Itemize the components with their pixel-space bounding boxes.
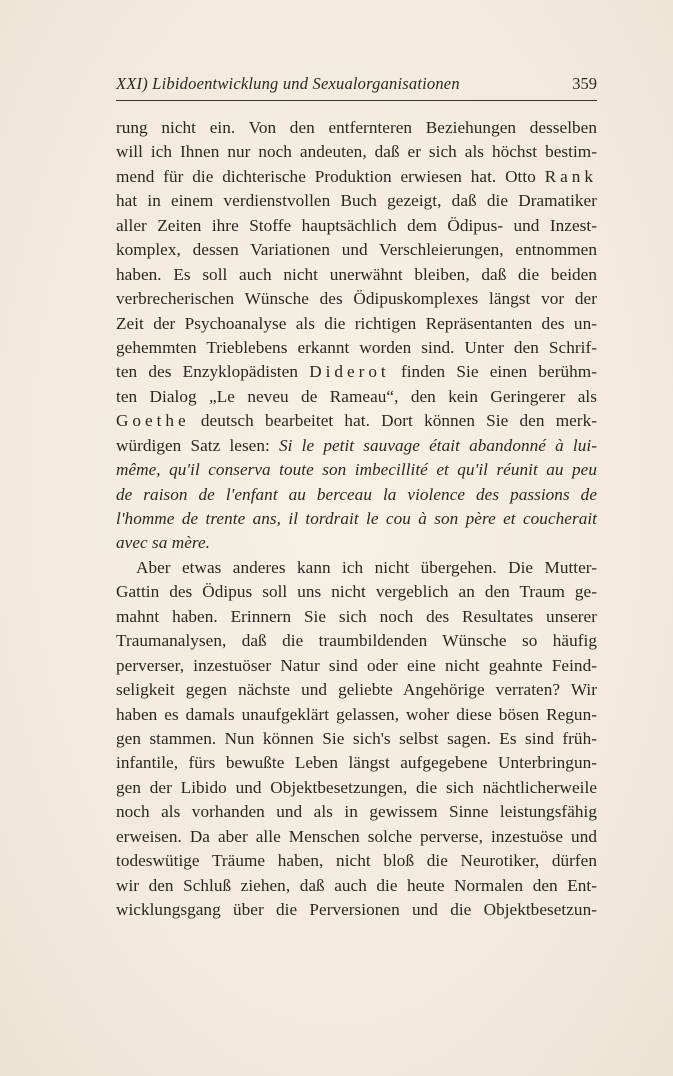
- page-header: [116, 72, 597, 98]
- quotation-line: avec sa mère.: [116, 533, 211, 553]
- text-line: wir den Schluß ziehen, daß auch die heute Normalen den Ent-: [116, 875, 597, 895]
- paragraph-start: Aber etwas anderes kann ich nicht übergehen. Die Mutter-: [136, 557, 597, 577]
- body-text: [116, 116, 597, 922]
- text-line: gen der Libido und Objektbesetzungen, die sich nächtlicherweile: [116, 777, 597, 797]
- text-line: haben es damals unaufgeklärt gelassen, woher diese bösen Regun-: [116, 704, 597, 724]
- quotation-start: Si le petit sauvage était abandonné à lui-: [279, 435, 597, 455]
- author-name-rank: Rank: [544, 166, 597, 186]
- text-line: würdigen Satz lesen: Si le petit sauvage était abandonné à lui-: [116, 435, 597, 455]
- text-line: infantile, fürs bewußte Leben längst aufgegebene Unterbringun-: [116, 753, 597, 773]
- text-line: seligkeit gegen nächste und geliebte Angehörige verraten? Wir: [116, 680, 597, 700]
- text-line: ten Dialog „Le neveu de Rameau“, den kein Geringerer als: [116, 386, 597, 406]
- text-line: rung nicht ein. Von den entfernteren Beziehungen desselben: [116, 118, 597, 137]
- text-line: perverser, inzestuöser Natur sind oder eine nicht geahnte Feind-: [116, 655, 597, 675]
- text-line: haben. Es soll auch nicht unerwähnt bleiben, daß die beiden: [116, 264, 597, 284]
- text-line: Goethe deutsch bearbeitet hat. Dort können Sie den merk-: [116, 411, 597, 431]
- text-line: will ich Ihnen nur noch andeuten, daß er sich als höchst bestim-: [116, 142, 597, 162]
- text-line: komplex, dessen Variationen und Verschleierungen, entnommen: [116, 240, 597, 260]
- text-line: todeswütige Träume haben, nicht bloß die Neurotiker, dürfen: [116, 851, 597, 871]
- text-line: gehemmten Trieblebens erkannt worden sind. Unter den Schrif-: [116, 337, 597, 357]
- text-line: Zeit der Psychoanalyse als die richtigen Repräsentanten des un-: [116, 313, 597, 333]
- text-line: erweisen. Da aber alle Menschen solche perverse, inzestuöse und: [116, 826, 597, 846]
- text-line: mahnt haben. Erinnern Sie sich noch des Resultates unserer: [116, 606, 597, 626]
- author-name-goethe: Goethe: [116, 411, 190, 431]
- text-line: Traumanalysen, daß die traumbildenden Wünsche so häufig: [116, 631, 597, 651]
- text-line: Gattin des Ödipus soll uns nicht vergeblich an den Traum ge-: [116, 582, 597, 602]
- text-line: aller Zeiten ihre Stoffe hauptsächlich dem Ödipus- und Inzest-: [116, 215, 597, 235]
- quotation-line: l'homme de trente ans, il tordrait le cou à son père et coucherait: [116, 509, 597, 528]
- header-rule: [116, 100, 597, 101]
- text-line: gen stammen. Nun können Sie sich's selbst sagen. Es sind früh-: [116, 728, 597, 748]
- quotation-line: de raison de l'enfant au berceau la violence des passions de: [116, 484, 597, 504]
- quotation-line: même, qu'il conserva toute son imbecillité et qu'il réunit au peu: [116, 460, 597, 480]
- text-line: verbrecherischen Wünsche des Ödipuskomplexes längst vor der: [116, 289, 597, 309]
- text-line: noch als vorhanden und als in gewissem Sinne leistungsfähig: [116, 802, 597, 822]
- author-name-diderot: Diderot: [309, 362, 390, 382]
- page-number: 359: [572, 74, 597, 93]
- text-line: hat in einem verdienstvollen Buch gezeigt, daß die Dramatiker: [116, 191, 597, 211]
- text-line: mend für die dichterische Produktion erwiesen hat. Otto Rank: [116, 166, 597, 186]
- text-line: ten des Enzyklopädisten Diderot finden Sie einen berühm-: [116, 362, 597, 382]
- text-line: wicklungsgang über die Perversionen und die Objektbesetzun-: [116, 900, 597, 919]
- running-title: XXI) Libidoentwicklung und Sexualorganisationen: [116, 74, 460, 93]
